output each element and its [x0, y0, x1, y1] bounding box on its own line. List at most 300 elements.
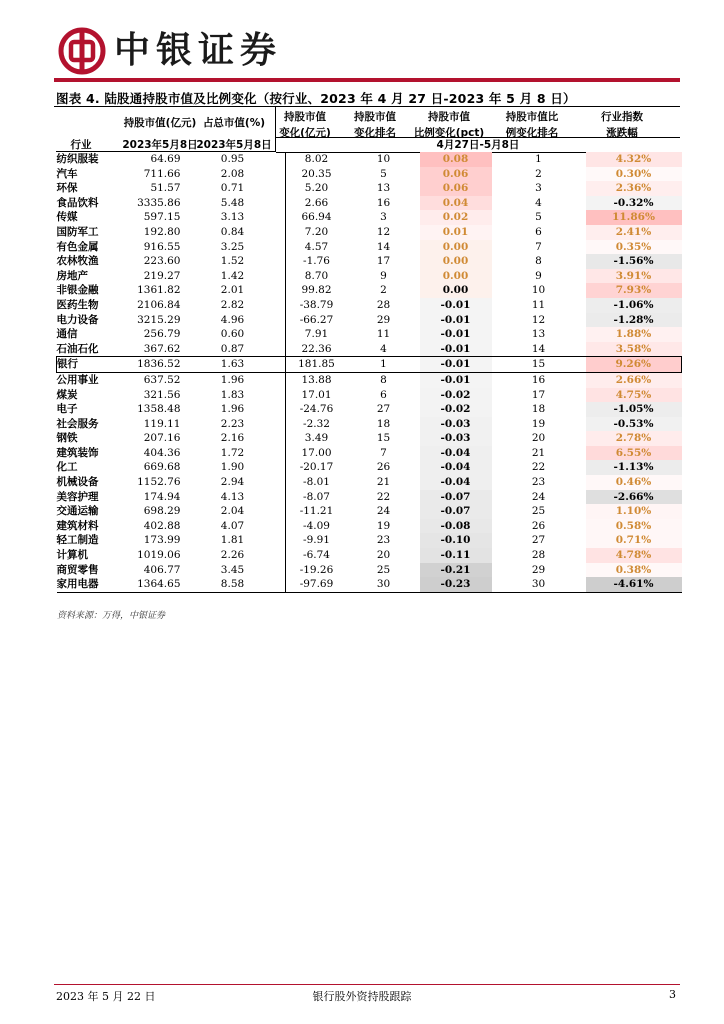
mv-rank-cell: 27	[376, 403, 391, 416]
ratio-cell: 3.13	[220, 211, 245, 224]
ratio-change-cell: -0.23	[420, 577, 492, 592]
ratio-rank-cell: 5	[535, 211, 542, 224]
mv-rank-cell: 18	[376, 417, 391, 430]
index-change-cell: -2.66%	[586, 490, 682, 505]
index-change-cell: 9.26%	[586, 357, 682, 373]
market-value-cell: 207.16	[143, 432, 181, 445]
col-header-ratio-rank-line1: 持股市值比	[505, 111, 559, 123]
industry-cell: 煤炭	[56, 388, 78, 401]
holdings-table	[56, 152, 682, 593]
mv-change-cell: 17.00	[285, 446, 348, 461]
mv-rank-cell: 1	[348, 357, 420, 373]
index-change-cell: -1.13%	[586, 460, 682, 475]
mv-change-cell: 181.85	[285, 357, 348, 373]
market-value-cell: 256.79	[143, 328, 181, 341]
market-value-cell: 637.52	[143, 373, 181, 386]
ratio-cell: 2.82	[220, 298, 245, 311]
mv-change-cell: -11.21	[285, 504, 348, 519]
ratio-change-cell: -0.11	[420, 548, 492, 563]
figure-title: 图表 4. 陆股通持股市值及比例变化（按行业、2023 年 4 月 27 日-2023 年 5 月 8 日）	[56, 91, 576, 106]
ratio-rank-cell: 2	[535, 167, 542, 180]
industry-cell: 社会服务	[56, 417, 99, 430]
ratio-change-cell: -0.07	[420, 490, 492, 505]
mv-change-cell: -6.74	[285, 548, 348, 563]
ratio-rank-cell: 14	[531, 342, 546, 355]
ratio-rank-cell: 16	[531, 373, 546, 386]
col-header-mv-change-line1: 持股市值	[284, 111, 326, 123]
table-row	[57, 402, 682, 417]
col-header-ratio-change-line1: 持股市值	[428, 111, 470, 123]
mv-change-cell: 66.94	[285, 210, 348, 225]
ratio-change-cell: -0.01	[420, 313, 492, 328]
table-row	[57, 269, 682, 284]
index-change-cell: 0.58%	[586, 519, 682, 534]
table-row	[57, 388, 682, 403]
table-row	[57, 475, 682, 490]
ratio-rank-cell: 29	[531, 563, 546, 576]
title-rule	[54, 106, 680, 107]
ratio-rank-cell: 11	[531, 298, 546, 311]
table-row	[57, 196, 682, 211]
market-value-cell: 192.80	[143, 225, 181, 238]
market-value-cell: 404.36	[143, 446, 181, 459]
ratio-cell: 4.13	[220, 490, 245, 503]
ratio-change-cell: -0.03	[420, 417, 492, 432]
ratio-change-cell: -0.10	[420, 533, 492, 548]
ratio-cell: 2.01	[220, 284, 245, 297]
market-value-cell: 3215.29	[137, 313, 181, 326]
mv-rank-cell: 30	[348, 577, 420, 592]
mv-change-cell: -19.26	[285, 563, 348, 578]
ratio-change-cell: -0.04	[420, 446, 492, 461]
index-change-cell: 11.86%	[586, 210, 682, 225]
mv-rank-cell: 4	[380, 342, 387, 355]
industry-cell: 交通运输	[56, 505, 99, 518]
industry-cell: 化工	[56, 461, 78, 474]
mv-rank-cell: 29	[376, 313, 391, 326]
market-value-cell: 1836.52	[119, 357, 181, 373]
mv-change-cell: -97.69	[285, 577, 348, 592]
mv-rank-cell: 21	[376, 476, 391, 489]
col-header-ratio: 占总市值(%)	[202, 117, 266, 129]
mv-change-cell: -1.76	[285, 254, 348, 269]
mv-change-cell: 5.20	[285, 181, 348, 196]
industry-cell: 房地产	[56, 269, 88, 282]
table-row	[57, 431, 682, 446]
mv-change-cell: -9.91	[285, 533, 348, 548]
market-value-cell: 2106.84	[137, 298, 181, 311]
mv-change-cell: -24.76	[285, 402, 348, 417]
table-row	[57, 372, 682, 387]
ratio-change-cell: -0.04	[420, 460, 492, 475]
footer-page-number: 3	[669, 988, 676, 1001]
col-header-index-line1: 行业指数	[601, 111, 643, 123]
ratio-change-cell: 0.01	[420, 225, 492, 240]
index-change-cell: -4.61%	[586, 577, 682, 592]
index-change-cell: 2.66%	[586, 372, 682, 387]
mv-rank-cell: 2	[380, 284, 387, 297]
col-header-ratio-change-line2: 比例变化(pct)	[413, 127, 485, 139]
table-row	[57, 254, 682, 269]
market-value-cell: 3335.86	[137, 196, 181, 209]
industry-cell: 建筑装饰	[56, 446, 99, 459]
ratio-rank-cell: 4	[535, 196, 542, 209]
ratio-rank-cell: 10	[531, 284, 546, 297]
bank-logo-icon	[58, 27, 106, 75]
ratio-cell: 1.63	[181, 357, 286, 373]
market-value-cell: 669.68	[143, 461, 181, 474]
table-row	[57, 548, 682, 563]
ratio-cell: 0.84	[220, 225, 245, 238]
index-change-cell: 1.88%	[586, 327, 682, 342]
market-value-cell: 321.56	[143, 388, 181, 401]
ratio-change-cell: -0.02	[420, 402, 492, 417]
market-value-cell: 1358.48	[137, 403, 181, 416]
ratio-change-cell: -0.21	[420, 563, 492, 578]
market-value-cell: 64.69	[150, 153, 181, 165]
ratio-cell: 4.96	[220, 313, 245, 326]
ratio-rank-cell: 28	[531, 549, 546, 562]
col-header-mv-rank-line2: 变化排名	[354, 127, 396, 139]
index-change-cell: 0.38%	[586, 563, 682, 578]
ratio-change-cell: -0.07	[420, 504, 492, 519]
index-change-cell: 2.41%	[586, 225, 682, 240]
ratio-change-cell: -0.03	[420, 431, 492, 446]
industry-cell: 银行	[57, 357, 119, 373]
mv-rank-cell: 28	[376, 298, 391, 311]
table-row	[57, 490, 682, 505]
ratio-rank-cell: 22	[531, 461, 546, 474]
ratio-cell: 0.87	[220, 342, 245, 355]
ratio-change-cell: -0.01	[420, 298, 492, 313]
mv-change-cell: 3.49	[285, 431, 348, 446]
industry-cell: 传媒	[56, 211, 78, 224]
ratio-cell: 0.95	[220, 153, 245, 165]
ratio-change-cell: -0.08	[420, 519, 492, 534]
ratio-rank-cell: 30	[492, 577, 586, 592]
mv-change-cell: 20.35	[285, 167, 348, 182]
col-header-date-b: 2023年5月8日	[196, 139, 272, 151]
ratio-cell: 1.96	[220, 373, 245, 386]
ratio-cell: 4.07	[220, 519, 245, 532]
index-change-cell: 0.30%	[586, 167, 682, 182]
index-change-cell: -1.28%	[586, 313, 682, 328]
table-row	[57, 298, 682, 313]
ratio-rank-cell: 27	[531, 534, 546, 547]
ratio-change-cell: 0.06	[420, 167, 492, 182]
market-value-cell: 119.11	[143, 417, 181, 430]
ratio-change-cell: 0.04	[420, 196, 492, 211]
ratio-cell: 2.26	[220, 549, 245, 562]
table-row	[57, 417, 682, 432]
mv-change-cell: -20.17	[285, 460, 348, 475]
ratio-cell: 8.58	[181, 577, 286, 592]
mv-rank-cell: 3	[380, 211, 387, 224]
market-value-cell: 1364.65	[119, 577, 181, 592]
ratio-change-cell: 0.00	[420, 269, 492, 284]
ratio-rank-cell: 24	[531, 490, 546, 503]
ratio-rank-cell: 15	[492, 357, 586, 373]
col-header-market-value: 持股市值(亿元)	[123, 117, 197, 129]
mv-rank-cell: 6	[380, 388, 387, 401]
market-value-cell: 51.57	[150, 182, 181, 195]
industry-cell: 环保	[56, 182, 78, 195]
col-header-period: 4月27日-5月8日	[276, 137, 680, 153]
mv-rank-cell: 13	[376, 182, 391, 195]
ratio-cell: 2.08	[220, 167, 245, 180]
market-value-cell: 1152.76	[137, 476, 181, 489]
ratio-cell: 2.94	[220, 476, 245, 489]
index-change-cell: 0.71%	[586, 533, 682, 548]
index-change-cell: -1.05%	[586, 402, 682, 417]
mv-change-cell: -2.32	[285, 417, 348, 432]
table-row	[57, 519, 682, 534]
industry-cell: 建筑材料	[56, 519, 99, 532]
ratio-rank-cell: 8	[535, 255, 542, 268]
mv-change-cell: -4.09	[285, 519, 348, 534]
mv-change-cell: -8.01	[285, 475, 348, 490]
index-change-cell: 3.91%	[586, 269, 682, 284]
ratio-rank-cell: 1	[535, 153, 542, 165]
index-change-cell: -0.32%	[586, 196, 682, 211]
index-change-cell: 0.46%	[586, 475, 682, 490]
market-value-cell: 223.60	[143, 255, 181, 268]
mv-change-cell: -38.79	[285, 298, 348, 313]
index-change-cell: 3.58%	[586, 342, 682, 357]
footer-rule	[54, 984, 680, 985]
source-note: 资料来源：万得，中银证券	[57, 611, 166, 621]
ratio-change-cell: -0.02	[420, 388, 492, 403]
mv-rank-cell: 25	[376, 563, 391, 576]
index-change-cell: 7.93%	[586, 283, 682, 298]
ratio-rank-cell: 17	[531, 388, 546, 401]
market-value-cell: 219.27	[143, 269, 181, 282]
ratio-cell: 1.90	[220, 461, 245, 474]
ratio-rank-cell: 6	[535, 225, 542, 238]
market-value-cell: 367.62	[143, 342, 181, 355]
ratio-change-cell: 0.06	[420, 181, 492, 196]
industry-cell: 纺织服装	[56, 153, 99, 165]
col-header-ratio-rank-line2: 例变化排名	[505, 127, 559, 139]
footer-report-title: 银行股外资持股跟踪	[312, 990, 412, 1003]
mv-change-cell: 22.36	[285, 342, 348, 357]
mv-rank-cell: 15	[376, 432, 391, 445]
market-value-cell: 406.77	[143, 563, 181, 576]
index-change-cell: 2.78%	[586, 431, 682, 446]
table-row	[57, 327, 682, 342]
table-row	[57, 577, 682, 592]
table-row	[57, 460, 682, 475]
index-change-cell: -1.06%	[586, 298, 682, 313]
ratio-change-cell: 0.00	[420, 254, 492, 269]
ratio-cell: 1.96	[220, 403, 245, 416]
ratio-change-cell: -0.04	[420, 475, 492, 490]
mv-change-cell: 4.57	[285, 240, 348, 255]
brand-name: 中银证券	[114, 30, 283, 71]
mv-change-cell: -8.07	[285, 490, 348, 505]
ratio-cell: 2.23	[220, 417, 245, 430]
mv-rank-cell: 23	[376, 534, 391, 547]
table-row	[57, 563, 682, 578]
market-value-cell: 698.29	[143, 505, 181, 518]
industry-cell: 机械设备	[56, 476, 99, 489]
header-rule	[54, 78, 680, 82]
ratio-change-cell: 0.08	[420, 152, 492, 167]
industry-cell: 食品饮料	[56, 196, 99, 209]
ratio-rank-cell: 19	[531, 417, 546, 430]
table-row	[57, 225, 682, 240]
industry-cell: 商贸零售	[56, 563, 99, 576]
table-body	[57, 152, 682, 592]
mv-rank-cell: 19	[376, 519, 391, 532]
mv-rank-cell: 22	[376, 490, 391, 503]
industry-cell: 电力设备	[56, 313, 99, 326]
brand-logo	[58, 26, 282, 76]
index-change-cell: -0.53%	[586, 417, 682, 432]
ratio-cell: 1.52	[220, 255, 245, 268]
table-row	[57, 152, 682, 167]
col-header-mv-change-line2: 变化(亿元)	[279, 127, 331, 139]
industry-cell: 家用电器	[57, 577, 119, 592]
index-change-cell: 4.78%	[586, 548, 682, 563]
index-change-cell: 4.32%	[586, 152, 682, 167]
ratio-cell: 0.60	[220, 328, 245, 341]
mv-change-cell: 7.91	[285, 327, 348, 342]
ratio-cell: 1.42	[220, 269, 245, 282]
table-row	[57, 533, 682, 548]
header-divider-left	[275, 107, 276, 152]
index-change-cell: 1.10%	[586, 504, 682, 519]
market-value-cell: 1361.82	[137, 284, 181, 297]
index-change-cell: -1.56%	[586, 254, 682, 269]
mv-change-cell: 8.70	[285, 269, 348, 284]
market-value-cell: 1019.06	[137, 549, 181, 562]
ratio-rank-cell: 3	[535, 182, 542, 195]
ratio-change-cell: -0.01	[420, 342, 492, 357]
col-header-date-a: 2023年5月8日	[122, 139, 198, 151]
table-row	[57, 342, 682, 357]
mv-rank-cell: 16	[376, 196, 391, 209]
table-row	[57, 210, 682, 225]
ratio-rank-cell: 23	[531, 476, 546, 489]
ratio-cell: 2.04	[220, 505, 245, 518]
mv-rank-cell: 14	[376, 240, 391, 253]
market-value-cell: 711.66	[143, 167, 181, 180]
mv-change-cell: 13.88	[285, 372, 348, 387]
table-row	[57, 504, 682, 519]
index-change-cell: 2.36%	[586, 181, 682, 196]
footer-date: 2023 年 5 月 22 日	[56, 990, 156, 1003]
industry-cell: 钢铁	[56, 432, 78, 445]
market-value-cell: 597.15	[143, 211, 181, 224]
ratio-rank-cell: 9	[535, 269, 542, 282]
mv-rank-cell: 20	[376, 549, 391, 562]
ratio-rank-cell: 21	[531, 446, 546, 459]
mv-rank-cell: 11	[376, 328, 391, 341]
market-value-cell: 173.99	[143, 534, 181, 547]
ratio-change-cell: 0.00	[420, 283, 492, 298]
mv-rank-cell: 5	[380, 167, 387, 180]
mv-change-cell: 8.02	[285, 152, 348, 167]
ratio-cell: 0.71	[220, 182, 245, 195]
ratio-cell: 5.48	[220, 196, 245, 209]
ratio-cell: 1.72	[220, 446, 245, 459]
industry-cell: 石油石化	[56, 342, 99, 355]
industry-cell: 计算机	[56, 549, 88, 562]
ratio-cell: 1.83	[220, 388, 245, 401]
mv-change-cell: 7.20	[285, 225, 348, 240]
index-change-cell: 4.75%	[586, 388, 682, 403]
index-change-cell: 6.55%	[586, 446, 682, 461]
mv-change-cell: 99.82	[285, 283, 348, 298]
ratio-rank-cell: 20	[531, 432, 546, 445]
ratio-cell: 3.25	[220, 240, 245, 253]
ratio-cell: 1.81	[220, 534, 245, 547]
table-row	[57, 357, 682, 373]
mv-change-cell: 17.01	[285, 388, 348, 403]
ratio-change-cell: -0.01	[420, 327, 492, 342]
industry-cell: 有色金属	[56, 240, 99, 253]
industry-cell: 汽车	[56, 167, 78, 180]
industry-cell: 非银金融	[56, 284, 99, 297]
ratio-rank-cell: 18	[531, 403, 546, 416]
market-value-cell: 174.94	[143, 490, 181, 503]
industry-cell: 通信	[56, 328, 78, 341]
table-row	[57, 181, 682, 196]
market-value-cell: 402.88	[143, 519, 181, 532]
industry-cell: 电子	[56, 403, 78, 416]
table-row	[57, 240, 682, 255]
industry-cell: 国防军工	[56, 225, 99, 238]
ratio-change-cell: 0.00	[420, 240, 492, 255]
ratio-change-cell: -0.01	[420, 372, 492, 387]
ratio-change-cell: -0.01	[420, 357, 492, 373]
ratio-rank-cell: 13	[531, 328, 546, 341]
table-row	[57, 167, 682, 182]
col-header-industry: 行业	[70, 139, 92, 151]
ratio-rank-cell: 25	[531, 505, 546, 518]
mv-rank-cell: 10	[376, 153, 391, 165]
ratio-cell: 3.45	[220, 563, 245, 576]
industry-cell: 轻工制造	[56, 534, 99, 547]
ratio-rank-cell: 26	[531, 519, 546, 532]
mv-change-cell: -66.27	[285, 313, 348, 328]
index-change-cell: 0.35%	[586, 240, 682, 255]
ratio-rank-cell: 12	[531, 313, 546, 326]
ratio-cell: 2.16	[220, 432, 245, 445]
industry-cell: 农林牧渔	[56, 255, 99, 268]
mv-rank-cell: 8	[380, 373, 387, 386]
mv-rank-cell: 7	[380, 446, 387, 459]
industry-cell: 医药生物	[56, 298, 99, 311]
mv-rank-cell: 24	[376, 505, 391, 518]
mv-rank-cell: 26	[376, 461, 391, 474]
industry-cell: 美容护理	[56, 490, 99, 503]
mv-rank-cell: 12	[376, 225, 391, 238]
mv-change-cell: 2.66	[285, 196, 348, 211]
table-row	[57, 313, 682, 328]
mv-rank-cell: 17	[376, 255, 391, 268]
ratio-change-cell: 0.02	[420, 210, 492, 225]
ratio-rank-cell: 7	[535, 240, 542, 253]
industry-cell: 公用事业	[56, 373, 99, 386]
mv-rank-cell: 9	[380, 269, 387, 282]
col-header-mv-rank-line1: 持股市值	[354, 111, 396, 123]
table-row	[57, 446, 682, 461]
col-header-index-line2: 涨跌幅	[606, 127, 638, 139]
market-value-cell: 916.55	[143, 240, 181, 253]
table-row	[57, 283, 682, 298]
